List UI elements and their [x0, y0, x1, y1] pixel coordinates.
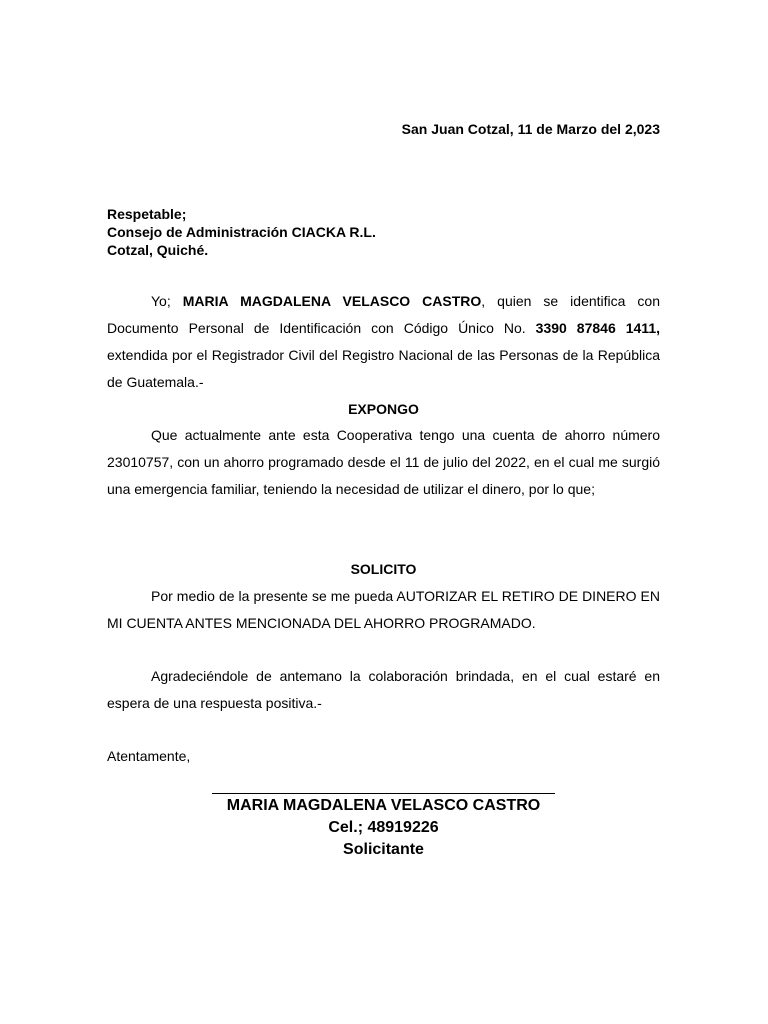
- expongo-paragraph: [107, 422, 660, 503]
- expongo-text: Que actualmente ante esta Cooperativa tengo una cuenta de ahorro número 23010757, con un ahorro programado desde el 11 de julio del 2022, en el cual me surgió una emergencia familiar, teniendo la necesidad de utilizar el dinero, por lo que;: [107, 427, 660, 497]
- solicito-text: Por medio de la presente se me pueda AUTORIZAR EL RETIRO DE DINERO EN MI CUENTA ANTES MENCIONADA DEL AHORRO PROGRAMADO.: [107, 588, 660, 631]
- signature-block: [107, 795, 660, 861]
- addressee-location: Cotzal, Quiché.: [107, 242, 209, 258]
- addressee-block: [107, 205, 376, 259]
- closing-salutation: Atentamente,: [107, 748, 191, 764]
- signature-line: [212, 793, 555, 794]
- thanks-paragraph: [107, 663, 660, 717]
- addressee-greeting: Respetable;: [107, 206, 187, 222]
- intro-text-3: extendida por el Registrador Civil del Registro Nacional de las Personas de la República de Guatemala.-: [107, 347, 660, 390]
- heading-solicito: SOLICITO: [350, 561, 417, 577]
- addressee-organization: Consejo de Administración CIACKA R.L.: [107, 224, 376, 240]
- date-line: San Juan Cotzal, 11 de Marzo del 2,023: [401, 121, 660, 137]
- signature-role: Solicitante: [343, 841, 424, 858]
- applicant-name: MARIA MAGDALENA VELASCO CASTRO: [182, 293, 482, 309]
- dpi-number: 3390 87846 1411,: [535, 320, 660, 336]
- thanks-text: Agradeciéndole de antemano la colaboración brindada, en el cual estaré en espera de una respuesta positiva.-: [107, 668, 660, 711]
- heading-expongo: EXPONGO: [348, 401, 419, 417]
- solicito-paragraph: [107, 583, 660, 637]
- intro-paragraph: [107, 288, 660, 396]
- intro-text-1: Yo;: [151, 293, 183, 309]
- signature-name: MARIA MAGDALENA VELASCO CASTRO: [226, 797, 541, 814]
- signature-phone: Cel.; 48919226: [328, 819, 439, 836]
- intro-text-2: , quien se identifica con Documento Personal de Identificación con Código Único No.: [107, 293, 660, 336]
